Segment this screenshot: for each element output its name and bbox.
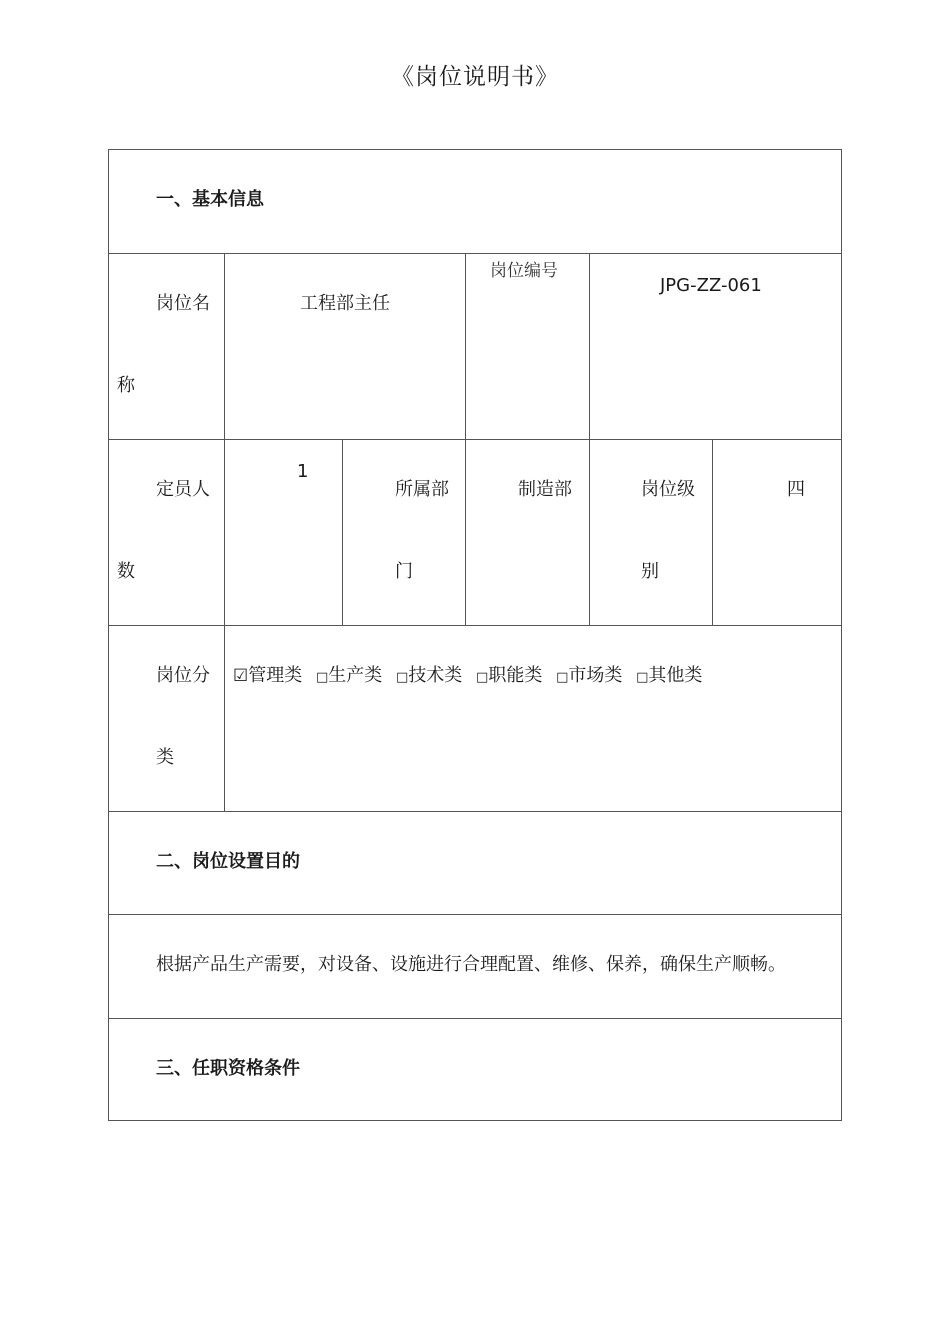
row-divider (109, 811, 841, 812)
category-option-functional[interactable]: □职能类 (476, 665, 543, 686)
checkbox-empty-icon: □ (315, 670, 329, 685)
department-label-cont: 门 (395, 561, 413, 582)
category-label-cont: 类 (156, 747, 174, 768)
col-divider (465, 253, 466, 625)
checkbox-empty-icon: □ (476, 670, 489, 685)
col-divider (224, 253, 225, 811)
department-value: 制造部 (518, 479, 572, 500)
col-divider (712, 439, 713, 625)
section-purpose-heading: 二、岗位设置目的 (156, 851, 300, 872)
document-title: 《岗位说明书》 (391, 64, 559, 90)
checkbox-empty-icon: □ (396, 670, 409, 685)
category-label: 岗位分 (156, 665, 210, 686)
position-name-label: 岗位名 (156, 293, 210, 314)
category-option-management[interactable]: ☑管理类 (233, 665, 303, 686)
row-divider (109, 625, 841, 626)
category-option-other[interactable]: □其他类 (636, 665, 703, 686)
section-qualifications-heading: 三、任职资格条件 (156, 1058, 300, 1079)
section-basic-info-heading: 一、基本信息 (156, 189, 264, 210)
checkbox-empty-icon: □ (556, 670, 569, 685)
col-divider (342, 439, 343, 625)
headcount-label-cont: 数 (117, 561, 135, 582)
department-label: 所属部 (395, 479, 449, 500)
position-name-value: 工程部主任 (300, 293, 390, 314)
category-option-production[interactable]: □生产类 (315, 665, 383, 686)
headcount-value: 1 (297, 461, 309, 482)
job-description-table (108, 149, 842, 1121)
row-divider (109, 439, 841, 440)
grade-label: 岗位级 (641, 479, 695, 500)
position-code-value: JPG-ZZ-061 (660, 275, 762, 296)
headcount-label: 定员人 (156, 479, 210, 500)
row-divider (109, 914, 841, 915)
col-divider (589, 253, 590, 625)
category-option-technical[interactable]: □技术类 (396, 665, 463, 686)
position-name-label-cont: 称 (117, 375, 135, 396)
row-divider (109, 253, 841, 254)
checkbox-checked-icon: ☑ (233, 666, 249, 686)
purpose-text: 根据产品生产需要，对设备、设施进行合理配置、维修、保养，确保生产顺畅。 (156, 954, 786, 975)
category-option-marketing[interactable]: □市场类 (556, 665, 623, 686)
category-options (233, 661, 702, 687)
checkbox-empty-icon: □ (636, 670, 649, 685)
position-code-label: 岗位编号 (490, 261, 558, 281)
row-divider (109, 1018, 841, 1019)
grade-label-cont: 别 (641, 561, 659, 582)
grade-value: 四 (787, 479, 805, 500)
